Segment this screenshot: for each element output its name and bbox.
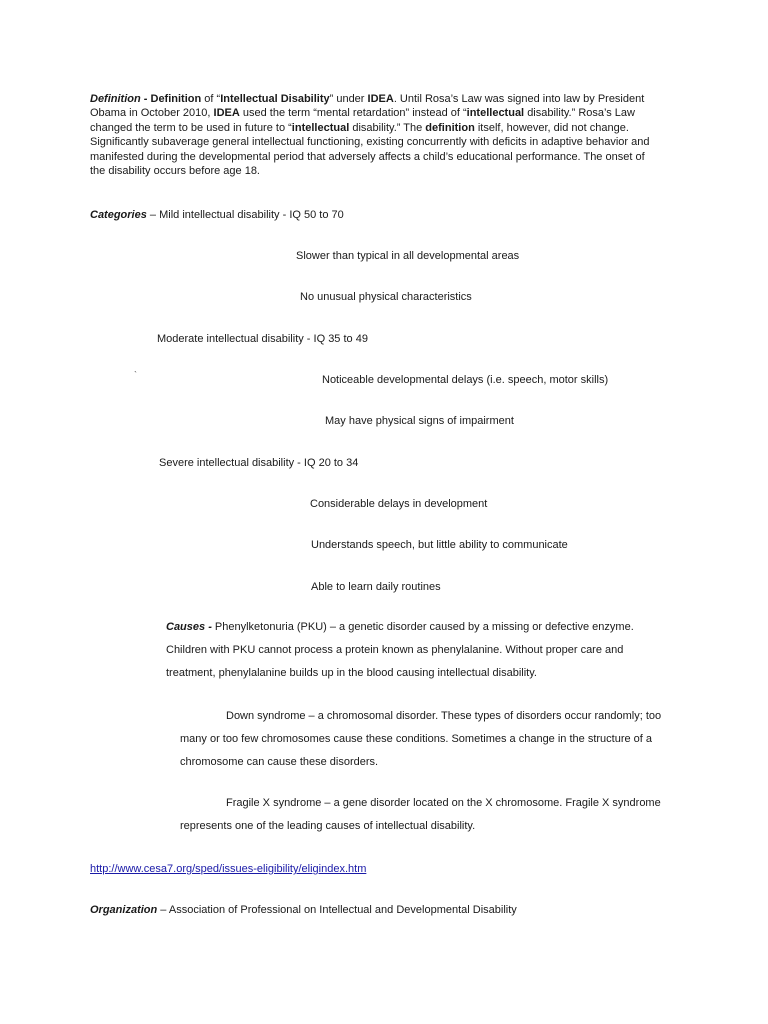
definition-term-idea: IDEA xyxy=(213,107,240,120)
definition-line-3 xyxy=(90,121,670,135)
definition-label: Definition - xyxy=(90,93,148,105)
resource-link[interactable]: http://www.cesa7.org/sped/issues-eligibility/eligindex.htm xyxy=(90,863,367,875)
causes-pku-line-2: Children with PKU cannot process a protein known as phenylalanine. Without proper care and xyxy=(166,644,624,656)
definition-term-intellectual: intellectual xyxy=(466,107,525,120)
causes-down-line-2: many or too few chromosomes cause these conditions. Sometimes a change in the structure of a xyxy=(180,733,653,745)
definition-term-intellectual: intellectual xyxy=(291,121,350,134)
definition-line-2 xyxy=(90,106,670,120)
definition-line-1 xyxy=(90,92,670,106)
moderate-trait-2: May have physical signs of impairment xyxy=(325,415,514,427)
causes-fragile-line-1: Fragile X syndrome – a gene disorder located on the X chromosome. Fragile X syndrome xyxy=(226,797,661,809)
definition-line-6: the disability occurs before age 18. xyxy=(90,165,260,178)
mild-trait-2: No unusual physical characteristics xyxy=(300,291,472,303)
causes-down-line-3: chromosome can cause these disorders. xyxy=(180,756,379,768)
definition-line-5: manifested during the developmental period that adversely affects a child’s educational performance. The onset of xyxy=(90,150,645,163)
category-severe: Severe intellectual disability - IQ 20 to 34 xyxy=(159,457,359,469)
categories-label: Categories xyxy=(90,209,147,221)
organization-line xyxy=(90,903,517,917)
definition-text: of “ xyxy=(204,93,221,105)
definition-text: ” under xyxy=(329,93,365,105)
categories-heading xyxy=(90,208,344,222)
definition-term: definition xyxy=(425,121,475,134)
definition-paragraph xyxy=(90,92,670,178)
definition-text: disability.” The xyxy=(352,121,423,134)
definition-line-4: Significantly subaverage general intellectual functioning, existing concurrently with deficits in adaptive behavior and xyxy=(90,136,650,149)
causes-pku-text: Phenylketonuria (PKU) – a genetic disorder caused by a missing or defective enzyme. xyxy=(214,621,634,633)
definition-text: disability.” Rosa’s Law xyxy=(527,107,635,120)
definition-term-idea: IDEA xyxy=(367,93,394,105)
category-mild: Mild intellectual disability - IQ 50 to 70 xyxy=(159,209,344,221)
definition-term: Definition xyxy=(150,93,202,105)
stray-mark: ` xyxy=(134,370,137,380)
organization-label: Organization xyxy=(90,904,158,916)
causes-pku-line-3: treatment, phenylalanine builds up in the blood causing intellectual disability. xyxy=(166,667,537,679)
definition-text: Obama in October 2010, xyxy=(90,107,211,120)
definition-term-id: Intellectual Disability xyxy=(220,93,330,105)
mild-trait-1: Slower than typical in all developmental areas xyxy=(296,250,520,262)
categories-dash: – xyxy=(149,209,157,221)
definition-text: itself, however, did not change. xyxy=(477,121,629,134)
causes-down-line-1: Down syndrome – a chromosomal disorder. These types of disorders occur randomly; too xyxy=(226,710,662,722)
category-moderate: Moderate intellectual disability - IQ 35 to 49 xyxy=(157,333,368,345)
causes-pku-line-1 xyxy=(166,616,634,639)
definition-text: changed the term to be used in future to “ xyxy=(90,121,292,134)
causes-fragile-line-2: represents one of the leading causes of intellectual disability. xyxy=(180,820,476,832)
moderate-trait-1: Noticeable developmental delays (i.e. speech, motor skills) xyxy=(322,374,609,386)
organization-text: – Association of Professional on Intellectual and Developmental Disability xyxy=(160,904,517,916)
severe-trait-2: Understands speech, but little ability to communicate xyxy=(311,539,568,551)
definition-text: . Until Rosa’s Law was signed into law by President xyxy=(393,93,645,105)
causes-label: Causes - xyxy=(166,621,212,633)
severe-trait-1: Considerable delays in development xyxy=(310,498,488,510)
definition-text: used the term “mental retardation” instead of “ xyxy=(242,107,467,120)
severe-trait-3: Able to learn daily routines xyxy=(311,581,441,593)
